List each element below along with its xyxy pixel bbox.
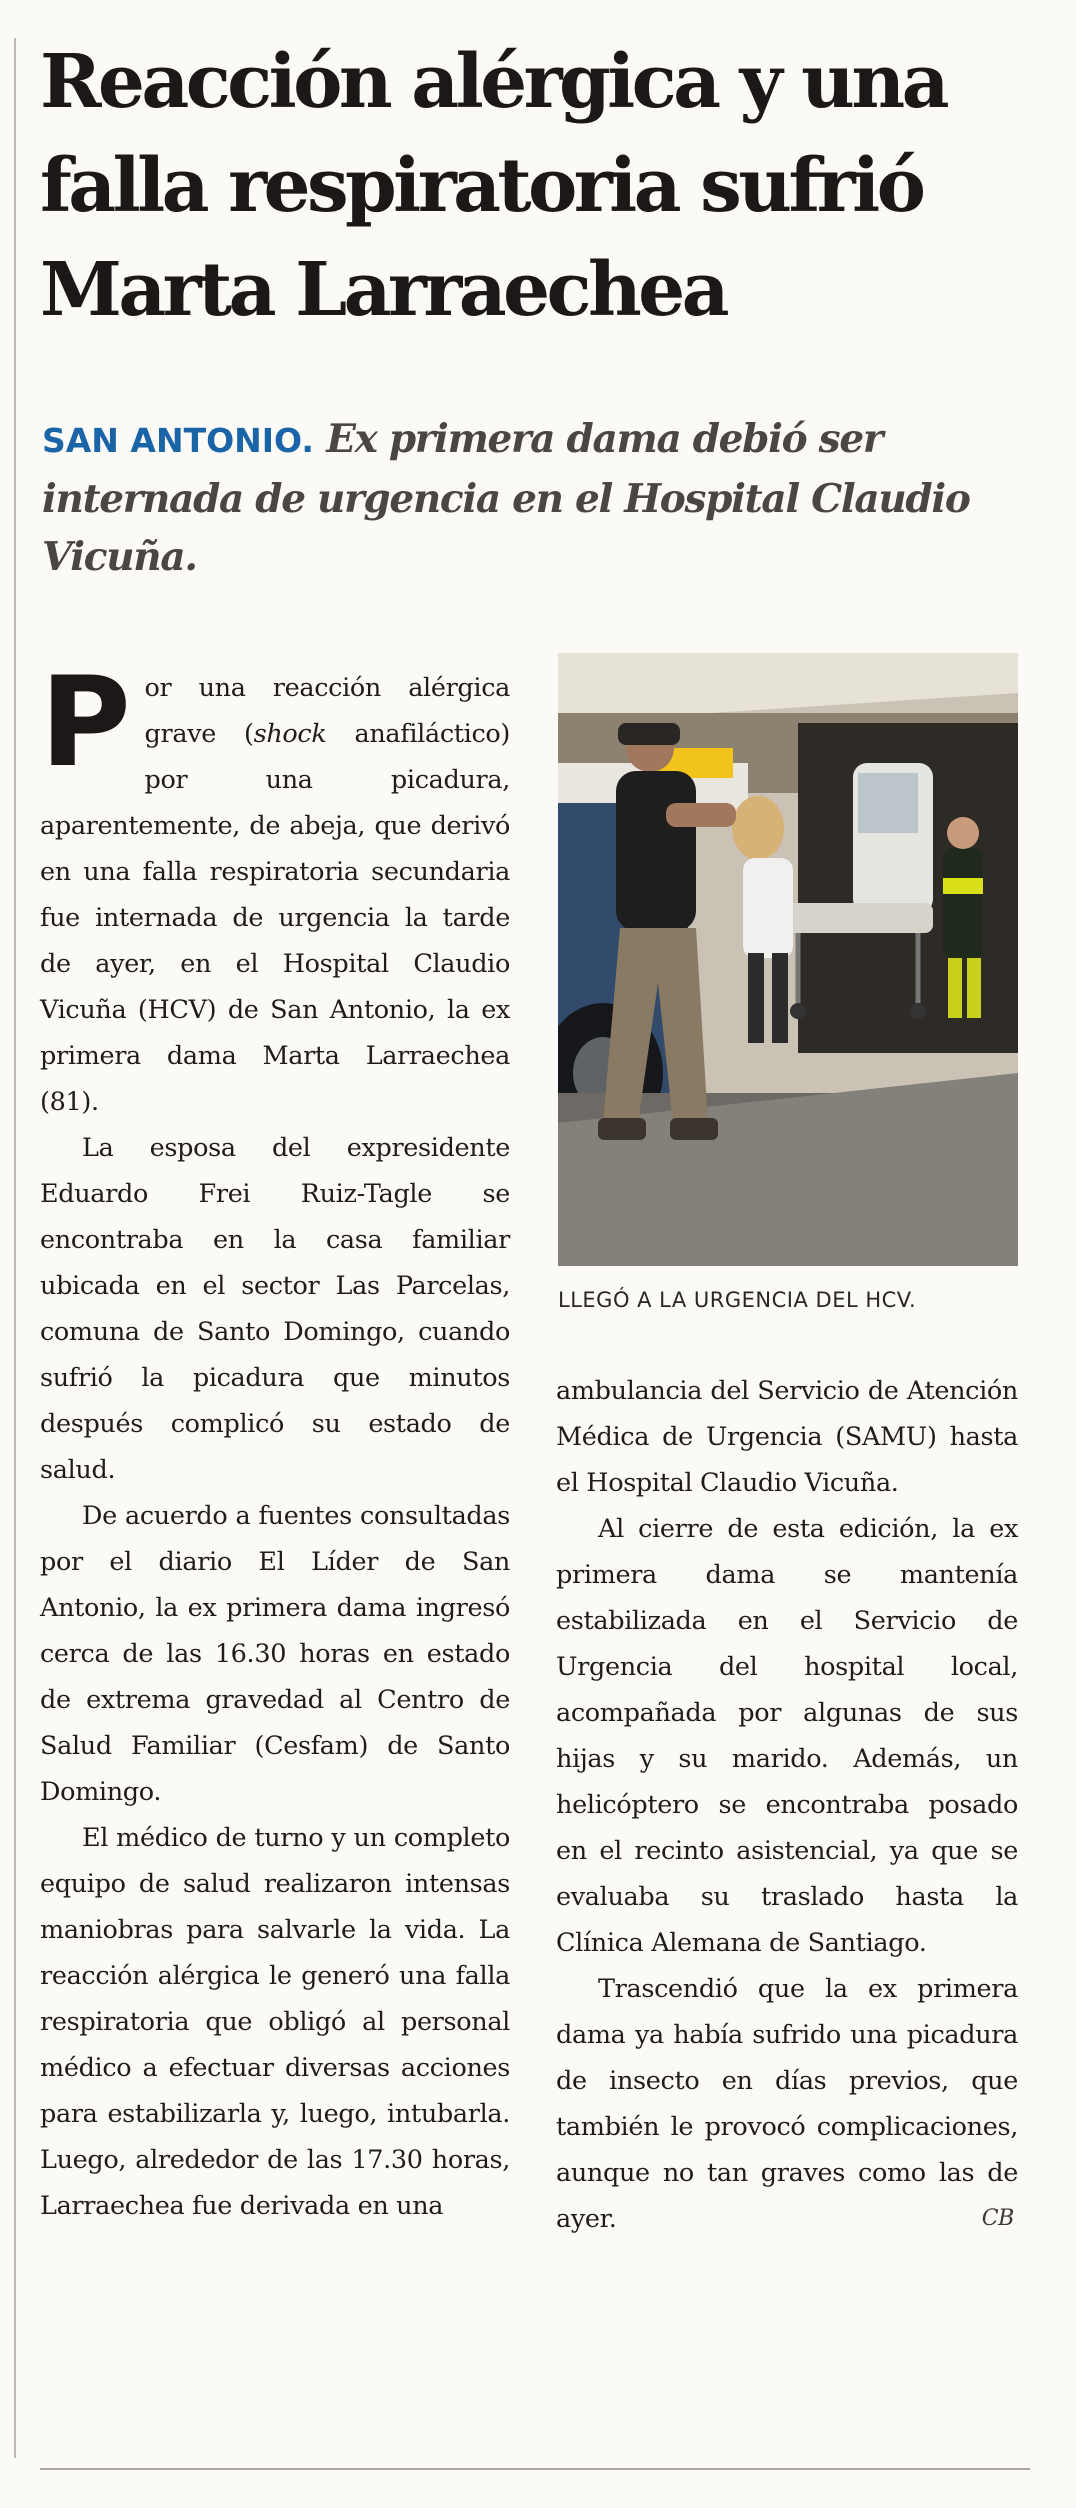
location-kicker: SAN ANTONIO. <box>42 421 314 460</box>
paragraph-4: El médico de turno y un completo equipo de salud realizaron intensas maniobras para salvarle la vida. La reacción alérgica le generó una falla respiratoria que obligó al personal médico a efectuar diversas acciones para estabilizarla y, luego, intubarla. Luego, alrededor de las 17.30 horas, Larraechea fue derivada en una <box>40 1823 510 2221</box>
author-signoff: CB <box>981 2206 1014 2231</box>
headline: Reacción alérgica y una falla respiratoria sufrió Marta Larraechea <box>40 39 946 333</box>
paragraph-2: La esposa del expresidente Eduardo Frei Ruiz-Tagle se encontraba en la casa familiar ubicada en el sector Las Parcelas, comuna de Santo Domingo, cuando sufrió la picadura que minutos después complicó su estado de salud. <box>40 1133 510 1485</box>
news-photo <box>558 653 1018 1266</box>
paragraph-7 <box>556 1966 1018 2242</box>
lead-text: Ex primera dama debió ser internada de urgencia en el Hospital Claudio Vicuña. <box>42 416 970 580</box>
paragraph-3: De acuerdo a fuentes consultadas por el diario El Líder de San Antonio, la ex primera dama ingresó cerca de las 16.30 horas en estado de extrema gravedad al Centro de Salud Familiar (Cesfam) de Santo Domingo. <box>40 1501 510 1807</box>
body-column-1 <box>40 651 510 2229</box>
lead-paragraph <box>42 410 1032 586</box>
paragraph-1-text-a: or una reacción alérgica grave ( <box>144 673 510 749</box>
paragraph-1 <box>40 651 510 1125</box>
photo-caption: LLEGÓ A LA URGENCIA DEL HCV. <box>558 1288 917 1312</box>
bottom-divider <box>40 2468 1030 2470</box>
paragraph-7-text: Trascendió que la ex primera dama ya había sufrido una picadura de insecto en días previos, que también le provocó complicaciones, aunque no tan graves como las de ayer. <box>556 1974 1018 2234</box>
photo-scene <box>558 653 1018 1266</box>
paragraph-5: ambulancia del Servicio de Atención Médica de Urgencia (SAMU) hasta el Hospital Claudio Vicuña. <box>556 1376 1018 1498</box>
drop-cap: P <box>40 651 131 795</box>
paragraph-1-text-b: anafiláctico) por una picadura, aparentemente, de abeja, que derivó en una falla respiratoria secundaria fue internada de urgencia la tarde de ayer, en el Hospital Claudio Vicuña (HCV) de San Antonio, la ex primera dama Marta Larraechea (81). <box>40 719 510 1117</box>
paragraph-6: Al cierre de esta edición, la ex primera dama se mantenía estabilizada en el Servicio de Urgencia del hospital local, acompañada por algunas de sus hijas y su marido. Además, un helicóptero se encontraba posado en el recinto asistencial, ya que se evaluaba su traslado hasta la Clínica Alemana de Santiago. <box>556 1514 1018 1958</box>
column-divider-left <box>14 38 16 2458</box>
body-column-2 <box>556 1368 1018 2242</box>
paragraph-1-emphasis: shock <box>253 719 327 749</box>
